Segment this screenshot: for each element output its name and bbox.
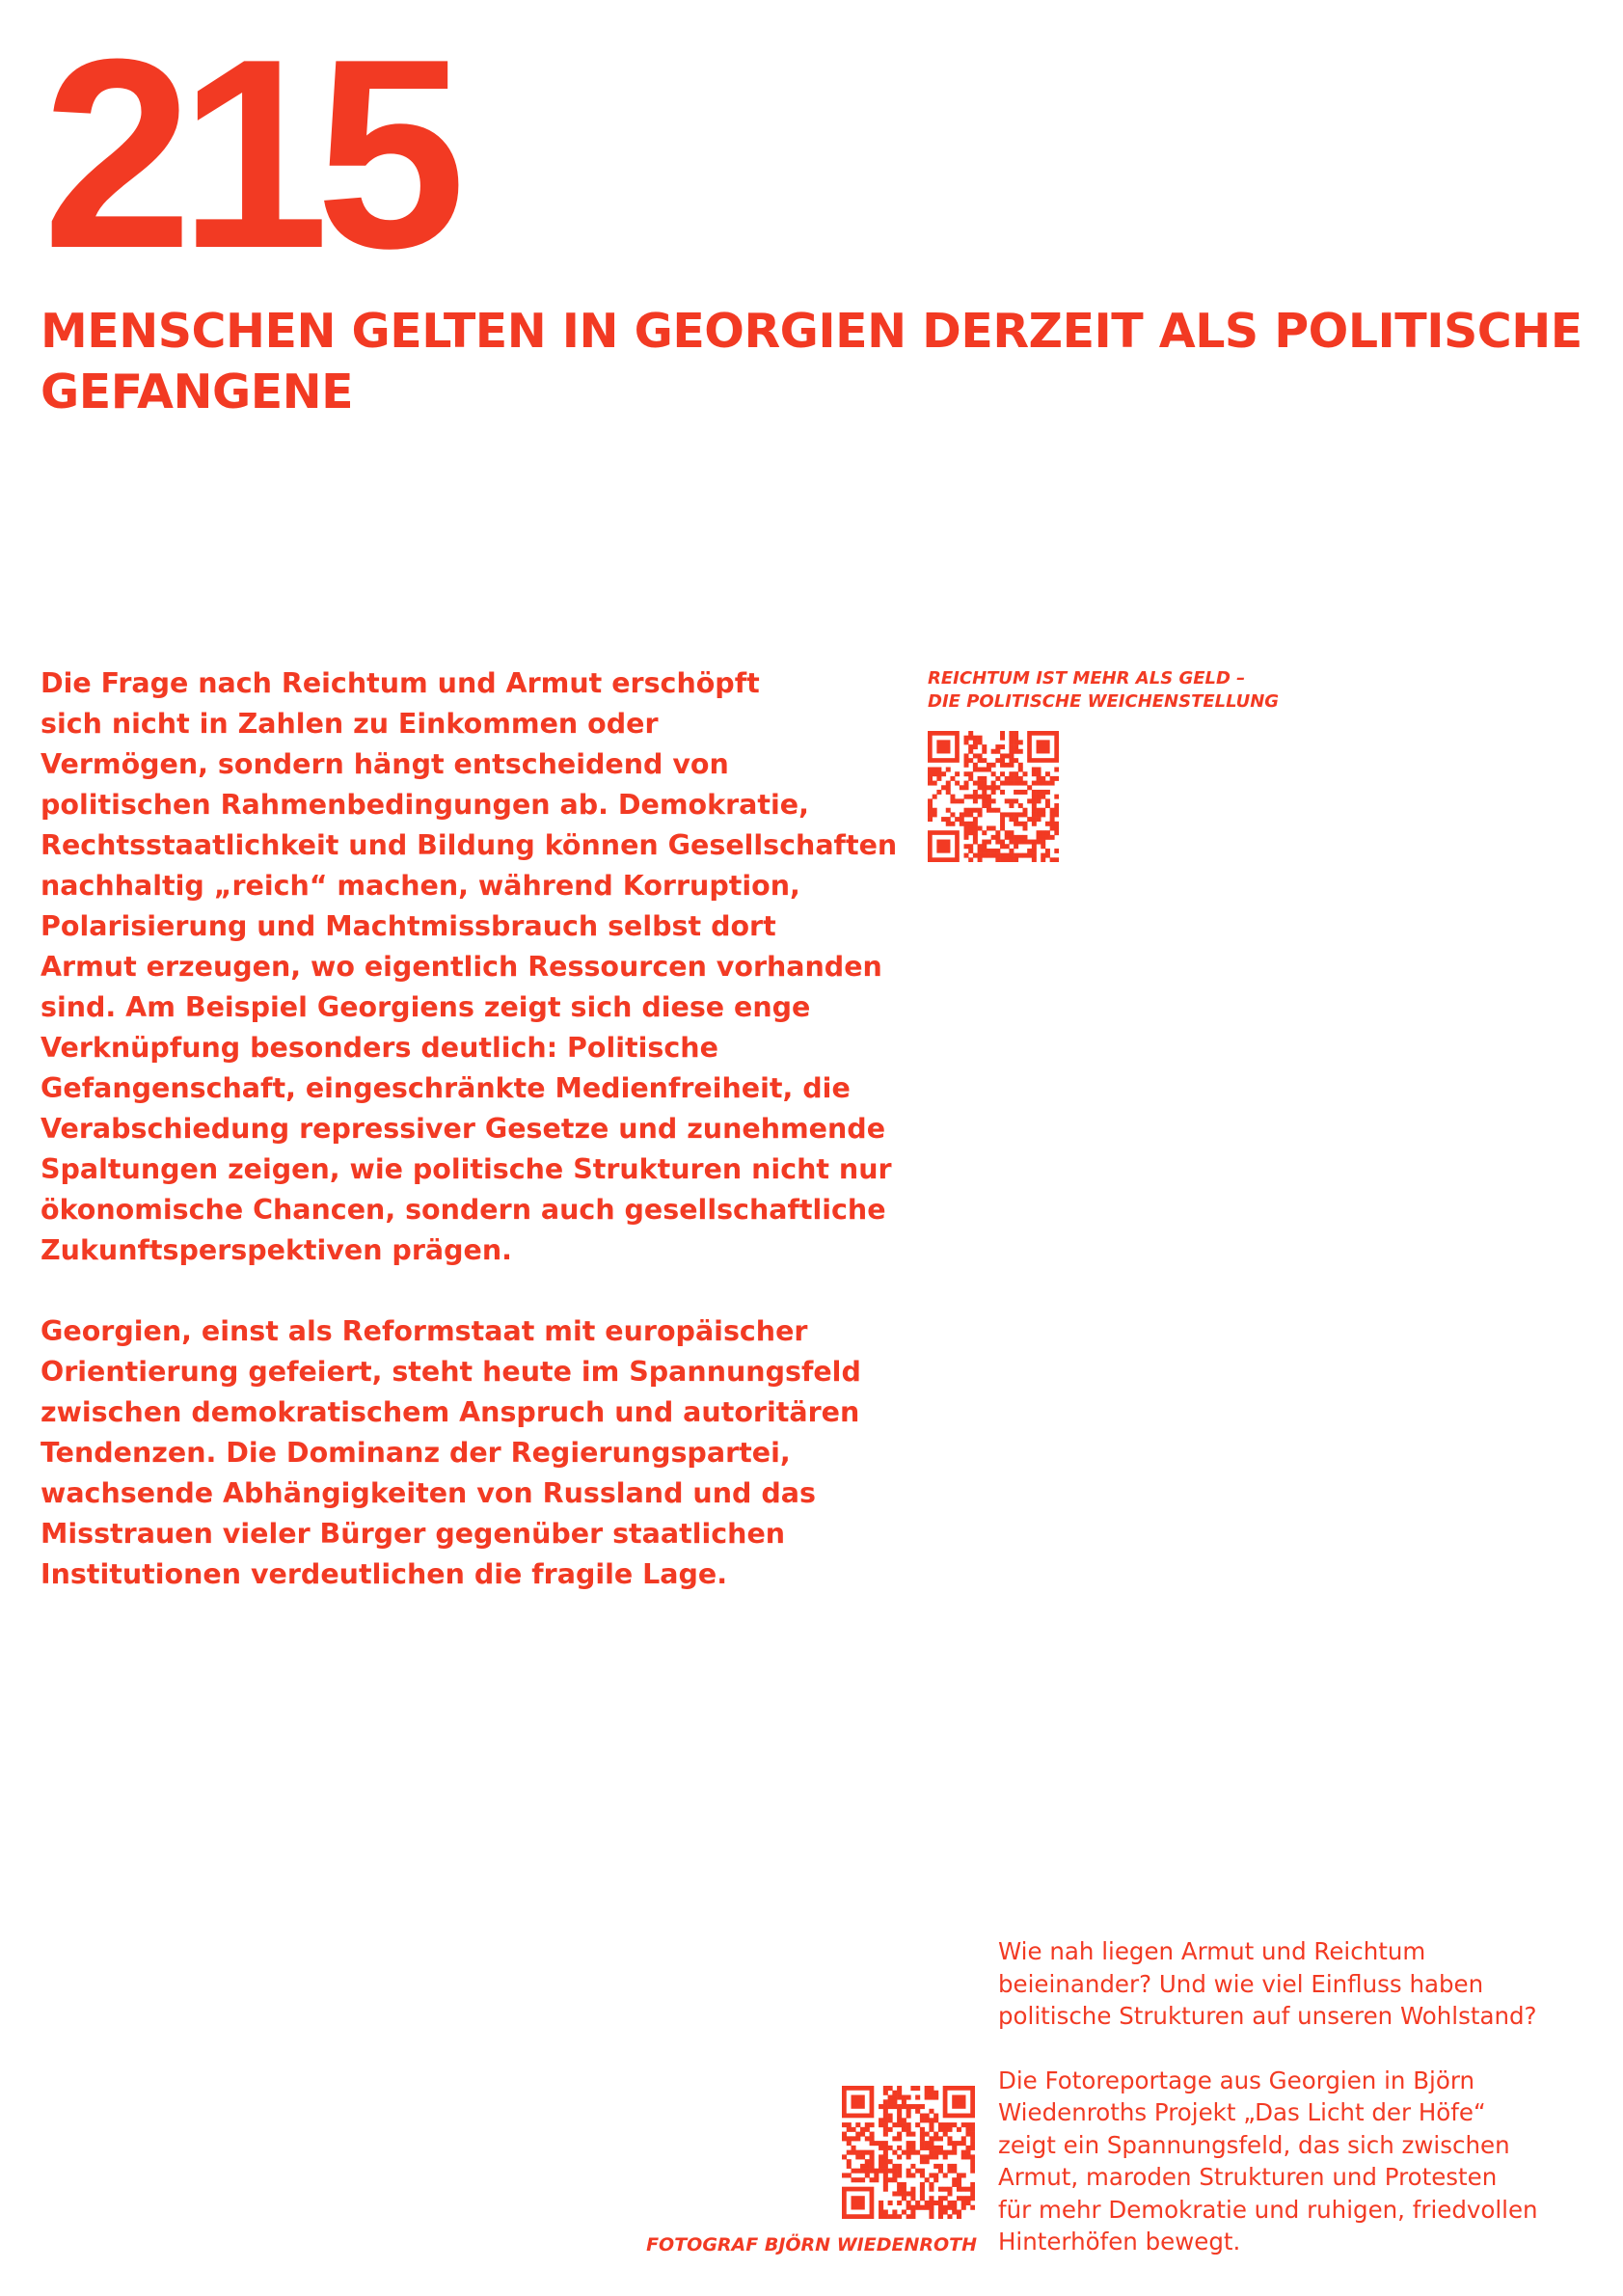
aside-text xyxy=(998,1935,1606,2290)
qr-code-icon[interactable] xyxy=(842,2086,975,2219)
aside-paragraph-1: Wie nah liegen Armut und Reichtum beieinander? Und wie viel Einfluss haben politische Strukturen auf unseren Wohlstand? xyxy=(998,1937,1537,2030)
headline: MENSCHEN GELTEN IN GEORGIEN DERZEIT ALS POLITISCHE GEFANGENE xyxy=(41,304,1582,419)
qr-label: REICHTUM IST MEHR ALS GELD – DIE POLITISCHE WEICHENSTELLUNG xyxy=(928,668,1280,712)
paragraph-1: Die Frage nach Reichtum und Armut erschöpft sich nicht in Zahlen zu Einkommen oder Vermögen, sondern hängt entscheidend von politischen Rahmenbedingungen ab. Demokratie, Rechtsstaatlichkeit und Bildung können Gesellschaften nachhaltig „reich“ machen, während Korruption, Polarisierung und Machtmissbrauch selbst dort Armut erzeugen, wo eigentlich Ressourcen vorhanden sind. Am Beispiel Georgiens zeigt sich diese enge Verknüpfung besonders deutlich: Politische Gefangenschaft, eingeschränkte Medienfreiheit, die Verabschiedung repressiver Gesetze und zunehmende Spaltungen zeigen, wie politische Strukturen nicht nur ökonomische Chancen, sondern auch gesellschaftliche Zukunftsperspektiven prägen. xyxy=(41,667,898,1266)
headline-number: 215 xyxy=(42,4,453,305)
paragraph-2: Georgien, einst als Reformstaat mit europäischer Orientierung gefeiert, steht heute im Spannungsfeld zwischen demokratischem Anspruch und autoritären Tendenzen. Die Dominanz der Regierungspartei, wachsende Abhängigkeiten von Russland und das Misstrauen vieler Bürger gegenüber staatlichen Institutionen verdeutlichen die fragile Lage. xyxy=(41,1315,861,1590)
photo-credit: FOTOGRAF BJÖRN WIEDENROTH xyxy=(646,2234,977,2255)
main-text xyxy=(41,663,908,1635)
aside-paragraph-2: Die Fotoreportage aus Georgien in Björn Wiedenroths Projekt „Das Licht der Höfe“ zeigt ein Spannungsfeld, das sich zwischen Armut, maroden Strukturen und Protesten für mehr Demokratie und ruhigen, friedvollen Hinterhöfen bewegt. xyxy=(998,2066,1538,2255)
qr-code-icon[interactable] xyxy=(928,731,1059,862)
